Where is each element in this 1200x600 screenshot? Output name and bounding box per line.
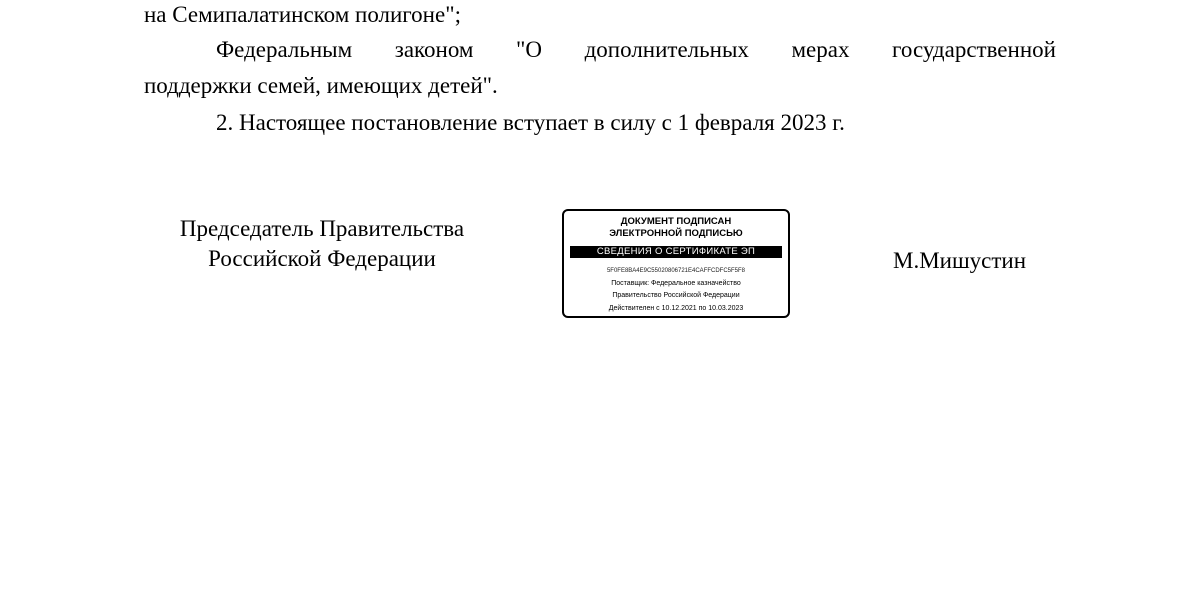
text-line-3: поддержки семей, имеющих детей". <box>144 73 498 98</box>
stamp-issuer-line2: Правительство Российской Федерации <box>612 292 740 299</box>
text-word: государственной <box>892 37 1056 62</box>
text-line-4: 2. Настоящее постановление вступает в силу с 1 февраля 2023 г. <box>216 110 845 135</box>
stamp-issuer-line1: Поставщик: Федеральное казначейство <box>611 280 741 287</box>
signatory-name: М.Мишустин <box>893 248 1027 273</box>
text-word: дополнительных <box>584 37 749 62</box>
signatory-position-line2: Российской Федерации <box>208 246 436 271</box>
text-word: "О <box>516 37 543 62</box>
electronic-signature-stamp <box>562 209 790 318</box>
text-word: законом <box>394 37 474 62</box>
text-line-2 <box>144 35 1056 65</box>
stamp-validity: Действителен с 10.12.2021 по 10.03.2023 <box>608 305 744 312</box>
signatory-position-line1: Председатель Правительства <box>179 216 465 241</box>
text-word: мерах <box>791 37 850 62</box>
stamp-title-line2: ЭЛЕКТРОННОЙ ПОДПИСЬЮ <box>609 228 743 239</box>
text-line-1: на Семипалатинском полигоне"; <box>144 2 461 27</box>
stamp-title-line1: ДОКУМЕНТ ПОДПИСАН <box>620 216 732 227</box>
signatory-position <box>146 214 498 274</box>
text-word: Федеральным <box>216 37 353 62</box>
stamp-serial: 5F0FE8BA4E9C55020806721E4CAFFCDFC5F5F8 <box>606 268 746 274</box>
stamp-certificate-bar: СВЕДЕНИЯ О СЕРТИФИКАТЕ ЭП <box>570 246 782 258</box>
